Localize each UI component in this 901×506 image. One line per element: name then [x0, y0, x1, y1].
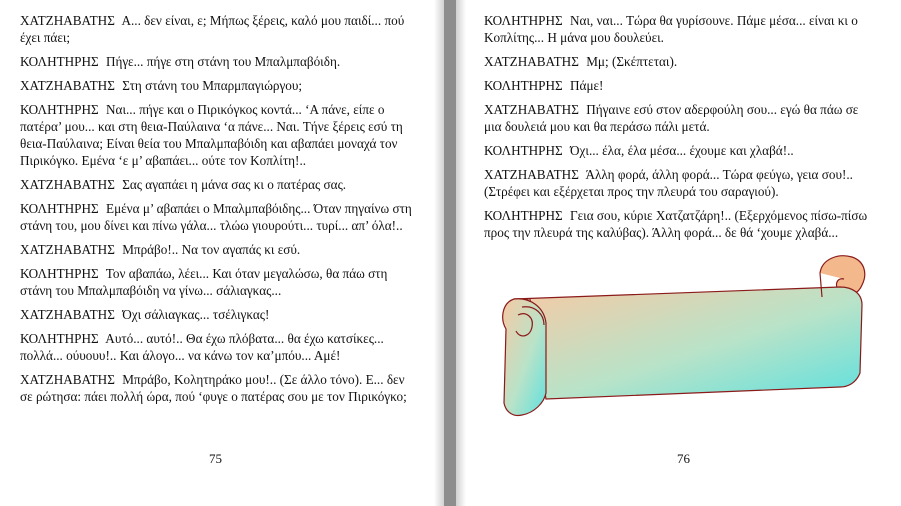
dialogue-paragraph	[20, 371, 420, 405]
speaker-name: ΚΟΛΗΤΗΡΗΣ	[484, 208, 563, 223]
gutter-shadow	[434, 0, 444, 506]
speaker-name: ΚΟΛΗΤΗΡΗΣ	[20, 54, 99, 69]
dialogue-line: Εμένα μ’ αβαπάει ο Μπαλμπαβόιδης... Όταν πηγαίνω στη στάνη του, μου δίνει και πίνω γάλα... τλώω γιουρούτι... τυρί... απ’ όλα!..	[20, 201, 412, 233]
speaker-name: ΚΟΛΗΤΗΡΗΣ	[484, 13, 563, 28]
dialogue-paragraph	[20, 12, 420, 46]
scroll-banner-icon	[500, 253, 868, 419]
speaker-name: ΧΑΤΖΗΑΒΑΤΗΣ	[484, 54, 579, 69]
dialogue-line: Ναι, ναι... Τώρα θα γυρίσουνε. Πάμε μέσα... είναι κι ο Κοπλίτης... Η μάνα μου δουλεύει.	[484, 13, 858, 45]
dialogue-line: Α... δεν είναι, ε; Μήπως ξέρεις, καλό μου παιδί... πού έχει πάει;	[20, 13, 405, 45]
speaker-name: ΚΟΛΗΤΗΡΗΣ	[20, 266, 99, 281]
dialogue-line: Μμ; (Σκέπτεται).	[586, 54, 678, 69]
dialogue-line: Αυτό... αυτό!.. Θα έχω πλόβατα... θα έχω κατσίκες... πολλά... ούυουυ!.. Και άλογο... να κάνω τον κα’μπόυ... Αμέ!	[20, 331, 384, 363]
dialogue-paragraph	[20, 265, 420, 299]
dialogue-paragraph	[20, 101, 420, 169]
gutter-shadow	[456, 0, 466, 506]
dialogue-text	[484, 12, 878, 248]
speaker-name: ΚΟΛΗΤΗΡΗΣ	[484, 78, 563, 93]
dialogue-line: Ναι... πήγε και ο Πιρικόγκος κοντά... ‘Α πάνε, είπε ο πατέρα’ μου... και στη θεια-Παύλαινα ‘α πάνε... Ναι. Τήνε ξέρεις εσύ τη θεια-Παύλαινα; Είναι θεία του Μπαλμπαβόιδη και αβαπάει μοναχά τον Πιρικόγκο. Εμένα ‘ε μ’ αβαπάει... ούτε τον Κοπλίτη!..	[20, 102, 403, 168]
dialogue-paragraph	[20, 176, 420, 193]
dialogue-paragraph	[484, 12, 878, 46]
dialogue-line: Σας αγαπάει η μάνα σας κι ο πατέρας σας.	[122, 177, 347, 192]
dialogue-paragraph	[484, 207, 878, 241]
page-left	[0, 0, 444, 506]
speaker-name: ΧΑΤΖΗΑΒΑΤΗΣ	[20, 13, 115, 28]
dialogue-line: Πήγε... πήγε στη στάνη του Μπαλμπαβόιδη.	[106, 54, 341, 69]
dialogue-line: Τον αβαπάω, λέει... Και όταν μεγαλώσω, θα πάω στη στάνη του Μπαλμπαβόιδη να γίνω... σάλιαγκας...	[20, 266, 388, 298]
speaker-name: ΧΑΤΖΗΑΒΑΤΗΣ	[20, 372, 115, 387]
speaker-name: ΧΑΤΖΗΑΒΑΤΗΣ	[484, 102, 579, 117]
page-number: 75	[209, 451, 222, 466]
page-number: 76	[677, 451, 690, 466]
dialogue-paragraph	[20, 200, 420, 234]
dialogue-paragraph	[20, 53, 420, 70]
speaker-name: ΚΟΛΗΤΗΡΗΣ	[20, 331, 99, 346]
dialogue-line: Πήγαινε εσύ στον αδερφούλη σου... εγώ θα πάω σε μια δουλειά μου και θα περάσω πάλι μετά.	[484, 102, 859, 134]
dialogue-paragraph	[20, 241, 420, 258]
dialogue-text	[20, 12, 420, 412]
speaker-name: ΧΑΤΖΗΑΒΑΤΗΣ	[20, 78, 115, 93]
dialogue-paragraph	[484, 101, 878, 135]
dialogue-line: Γεια σου, κύριε Χατζατζάρη!.. (Εξερχόμενος πίσω-πίσω προς την πλευρά της καλύβας). Άλλη φορά... δε θά ‘χουμε χλαβά...	[484, 208, 868, 240]
dialogue-line: Άλλη φορά, άλλη φορά... Τώρα φεύγω, γεια σου!.. (Στρέφει και εξέρχεται προς την πλευρά του σαραγιού).	[484, 167, 853, 199]
speaker-name: ΧΑΤΖΗΑΒΑΤΗΣ	[20, 242, 115, 257]
dialogue-paragraph	[20, 330, 420, 364]
dialogue-line: Μπράβο, Κολητηράκο μου!.. (Σε άλλο τόνο). Ε... δεν σε ρώτησα: πάει πολλή ώρα, πού ‘φυγε ο πατέρας σου με τον Πιρικόγκο;	[20, 372, 407, 404]
dialogue-paragraph	[20, 77, 420, 94]
speaker-name: ΚΟΛΗΤΗΡΗΣ	[484, 143, 563, 158]
dialogue-paragraph	[484, 142, 878, 159]
dialogue-line: Πάμε!	[570, 78, 604, 93]
dialogue-line: Στη στάνη του Μπαρμπαγιώργου;	[122, 78, 303, 93]
dialogue-paragraph	[484, 166, 878, 200]
dialogue-line: Όχι... έλα, έλα μέσα... έχουμε και χλαβά!..	[570, 143, 794, 158]
dialogue-paragraph	[20, 306, 420, 323]
dialogue-paragraph	[484, 77, 878, 94]
dialogue-line: Μπράβο!.. Να τον αγαπάς κι εσύ.	[122, 242, 301, 257]
dialogue-line: Όχι σάλιαγκας... τσέλιγκας!	[122, 307, 270, 322]
speaker-name: ΧΑΤΖΗΑΒΑΤΗΣ	[484, 167, 579, 182]
speaker-name: ΚΟΛΗΤΗΡΗΣ	[20, 102, 99, 117]
speaker-name: ΧΑΤΖΗΑΒΑΤΗΣ	[20, 307, 115, 322]
speaker-name: ΚΟΛΗΤΗΡΗΣ	[20, 201, 99, 216]
dialogue-paragraph	[484, 53, 878, 70]
speaker-name: ΧΑΤΖΗΑΒΑΤΗΣ	[20, 177, 115, 192]
